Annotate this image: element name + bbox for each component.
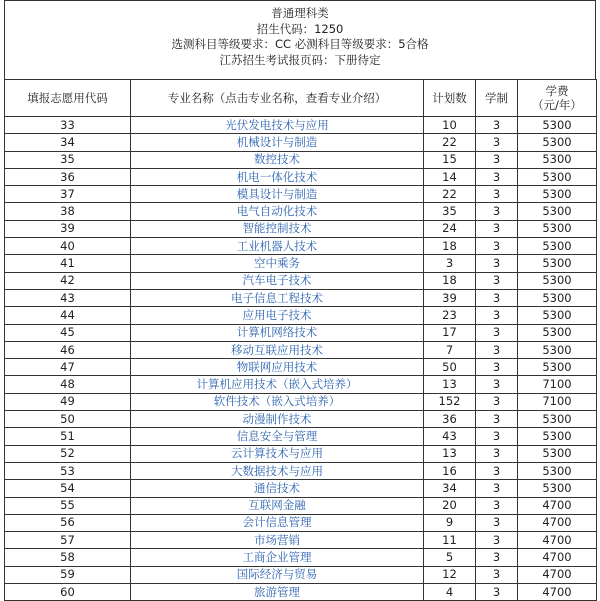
cell-code: 56 [5,514,131,531]
table-row [5,514,597,531]
cell-years: 3 [476,134,518,151]
cell-code: 54 [5,480,131,497]
cell-code: 40 [5,238,131,255]
cell-fee: 5300 [518,324,597,341]
cell-fee: 5300 [518,203,597,220]
cell-plan: 5 [424,549,476,566]
table-row [5,186,597,203]
table-row [5,393,597,410]
cell-major-link[interactable]: 智能控制技术 [131,220,424,237]
cell-years: 3 [476,584,518,601]
subject-requirement: 选测科目等级要求：CC 必测科目等级要求：5合格 [171,37,429,51]
cell-years: 3 [476,307,518,324]
cell-major-link[interactable]: 市场营销 [131,532,424,549]
cell-major-link[interactable]: 光伏发电技术与应用 [131,117,424,134]
cell-plan: 36 [424,411,476,428]
table-row [5,359,597,376]
cell-years: 3 [476,203,518,220]
column-code: 填报志愿用代码 [5,80,131,117]
table-row [5,134,597,151]
cell-plan: 22 [424,186,476,203]
cell-plan: 18 [424,238,476,255]
cell-years: 3 [476,428,518,445]
cell-major-link[interactable]: 动漫制作技术 [131,411,424,428]
cell-major-link[interactable]: 模具设计与制造 [131,186,424,203]
majors-table [4,79,597,601]
table-row [5,203,597,220]
cell-fee: 5300 [518,411,597,428]
cell-plan: 18 [424,272,476,289]
cell-plan: 35 [424,203,476,220]
cell-code: 51 [5,428,131,445]
table-row [5,532,597,549]
category-title: 普通理科类 [271,6,329,20]
cell-years: 3 [476,532,518,549]
cell-code: 50 [5,411,131,428]
cell-major-link[interactable]: 电子信息工程技术 [131,289,424,306]
cell-code: 47 [5,359,131,376]
cell-fee: 5300 [518,168,597,185]
cell-code: 48 [5,376,131,393]
table-row [5,117,597,134]
cell-major-link[interactable]: 互联网金融 [131,497,424,514]
cell-fee: 5300 [518,117,597,134]
cell-fee: 5300 [518,445,597,462]
cell-major-link[interactable]: 工商企业管理 [131,549,424,566]
table-row [5,462,597,479]
cell-years: 3 [476,411,518,428]
cell-fee: 4700 [518,584,597,601]
cell-major-link[interactable]: 汽车电子技术 [131,272,424,289]
cell-fee: 5300 [518,341,597,358]
cell-code: 46 [5,341,131,358]
table-row [5,445,597,462]
cell-fee: 5300 [518,255,597,272]
cell-fee: 5300 [518,359,597,376]
cell-major-link[interactable]: 大数据技术与应用 [131,462,424,479]
cell-years: 3 [476,393,518,410]
cell-years: 3 [476,324,518,341]
cell-plan: 13 [424,445,476,462]
cell-major-link[interactable]: 国际经济与贸易 [131,566,424,583]
table-row [5,272,597,289]
cell-plan: 23 [424,307,476,324]
cell-plan: 152 [424,393,476,410]
cell-code: 43 [5,289,131,306]
cell-major-link[interactable]: 机电一体化技术 [131,168,424,185]
cell-code: 52 [5,445,131,462]
cell-years: 3 [476,117,518,134]
cell-plan: 34 [424,480,476,497]
table-row [5,566,597,583]
table-row [5,151,597,168]
cell-major-link[interactable]: 数控技术 [131,151,424,168]
cell-plan: 50 [424,359,476,376]
cell-plan: 11 [424,532,476,549]
cell-years: 3 [476,272,518,289]
cell-code: 45 [5,324,131,341]
cell-years: 3 [476,549,518,566]
table-row [5,168,597,185]
cell-code: 53 [5,462,131,479]
table-row [5,341,597,358]
cell-plan: 10 [424,117,476,134]
cell-major-link[interactable]: 计算机应用技术（嵌入式培养） [131,376,424,393]
cell-code: 55 [5,497,131,514]
cell-major-link[interactable]: 物联网应用技术 [131,359,424,376]
cell-fee: 5300 [518,272,597,289]
cell-fee: 5300 [518,289,597,306]
cell-years: 3 [476,151,518,168]
cell-code: 37 [5,186,131,203]
cell-code: 44 [5,307,131,324]
table-row [5,584,597,601]
cell-fee: 4700 [518,497,597,514]
cell-plan: 20 [424,497,476,514]
cell-years: 3 [476,566,518,583]
cell-fee: 5300 [518,134,597,151]
cell-years: 3 [476,186,518,203]
column-major: 专业名称（点击专业名称，查看专业介绍） [131,80,424,117]
cell-years: 3 [476,462,518,479]
cell-plan: 13 [424,376,476,393]
cell-fee: 4700 [518,549,597,566]
enroll-code: 招生代码：1250 [256,21,344,36]
table-row [5,497,597,514]
cell-code: 60 [5,584,131,601]
cell-major-link[interactable]: 旅游管理 [131,584,424,601]
table-row [5,411,597,428]
table-row [5,480,597,497]
table-row [5,220,597,237]
cell-major-link[interactable]: 会计信息管理 [131,514,424,531]
cell-plan: 24 [424,220,476,237]
cell-fee: 5300 [518,462,597,479]
cell-major-link[interactable]: 机械设计与制造 [131,134,424,151]
column-fee-label: 学费 [545,84,569,98]
page-code: 江苏招生考试报页码：下册待定 [219,52,381,67]
cell-major-link[interactable]: 云计算技术与应用 [131,445,424,462]
column-fee [518,80,597,117]
cell-plan: 16 [424,462,476,479]
column-fee-unit: （元/年） [532,98,582,112]
table-header-block [4,0,596,79]
cell-major-link[interactable]: 电气自动化技术 [131,203,424,220]
cell-plan: 17 [424,324,476,341]
cell-code: 58 [5,549,131,566]
cell-fee: 5300 [518,220,597,237]
cell-plan: 43 [424,428,476,445]
cell-code: 49 [5,393,131,410]
cell-years: 3 [476,289,518,306]
cell-plan: 4 [424,584,476,601]
cell-code: 59 [5,566,131,583]
cell-major-link[interactable]: 移动互联应用技术 [131,341,424,358]
column-years: 学制 [476,80,518,117]
cell-plan: 7 [424,341,476,358]
table-row [5,549,597,566]
cell-fee: 5300 [518,151,597,168]
cell-fee: 4700 [518,514,597,531]
cell-years: 3 [476,480,518,497]
cell-years: 3 [476,220,518,237]
cell-fee: 7100 [518,393,597,410]
cell-plan: 12 [424,566,476,583]
cell-code: 34 [5,134,131,151]
cell-plan: 22 [424,134,476,151]
cell-code: 42 [5,272,131,289]
cell-major-link[interactable]: 计算机网络技术 [131,324,424,341]
cell-major-link[interactable]: 应用电子技术 [131,307,424,324]
cell-major-link[interactable]: 信息安全与管理 [131,428,424,445]
cell-major-link[interactable]: 软件技术（嵌入式培养） [131,393,424,410]
cell-code: 39 [5,220,131,237]
cell-fee: 7100 [518,376,597,393]
cell-code: 57 [5,532,131,549]
table-row [5,428,597,445]
cell-major-link[interactable]: 通信技术 [131,480,424,497]
cell-plan: 14 [424,168,476,185]
cell-fee: 5300 [518,238,597,255]
cell-years: 3 [476,376,518,393]
cell-years: 3 [476,341,518,358]
column-plan: 计划数 [424,80,476,117]
table-row [5,307,597,324]
cell-fee: 5300 [518,307,597,324]
cell-code: 38 [5,203,131,220]
cell-years: 3 [476,359,518,376]
cell-fee: 4700 [518,532,597,549]
cell-years: 3 [476,168,518,185]
table-row [5,238,597,255]
cell-years: 3 [476,514,518,531]
cell-fee: 5300 [518,186,597,203]
cell-code: 33 [5,117,131,134]
cell-fee: 5300 [518,480,597,497]
cell-plan: 39 [424,289,476,306]
cell-code: 35 [5,151,131,168]
table-row [5,376,597,393]
cell-major-link[interactable]: 工业机器人技术 [131,238,424,255]
cell-years: 3 [476,445,518,462]
cell-code: 36 [5,168,131,185]
cell-years: 3 [476,497,518,514]
cell-years: 3 [476,255,518,272]
cell-plan: 3 [424,255,476,272]
cell-code: 41 [5,255,131,272]
cell-fee: 5300 [518,428,597,445]
table-body [5,117,597,601]
column-header-row [5,80,597,117]
table-row [5,289,597,306]
cell-plan: 15 [424,151,476,168]
table-row [5,255,597,272]
table-row [5,324,597,341]
cell-fee: 4700 [518,566,597,583]
cell-plan: 9 [424,514,476,531]
cell-major-link[interactable]: 空中乘务 [131,255,424,272]
cell-years: 3 [476,238,518,255]
